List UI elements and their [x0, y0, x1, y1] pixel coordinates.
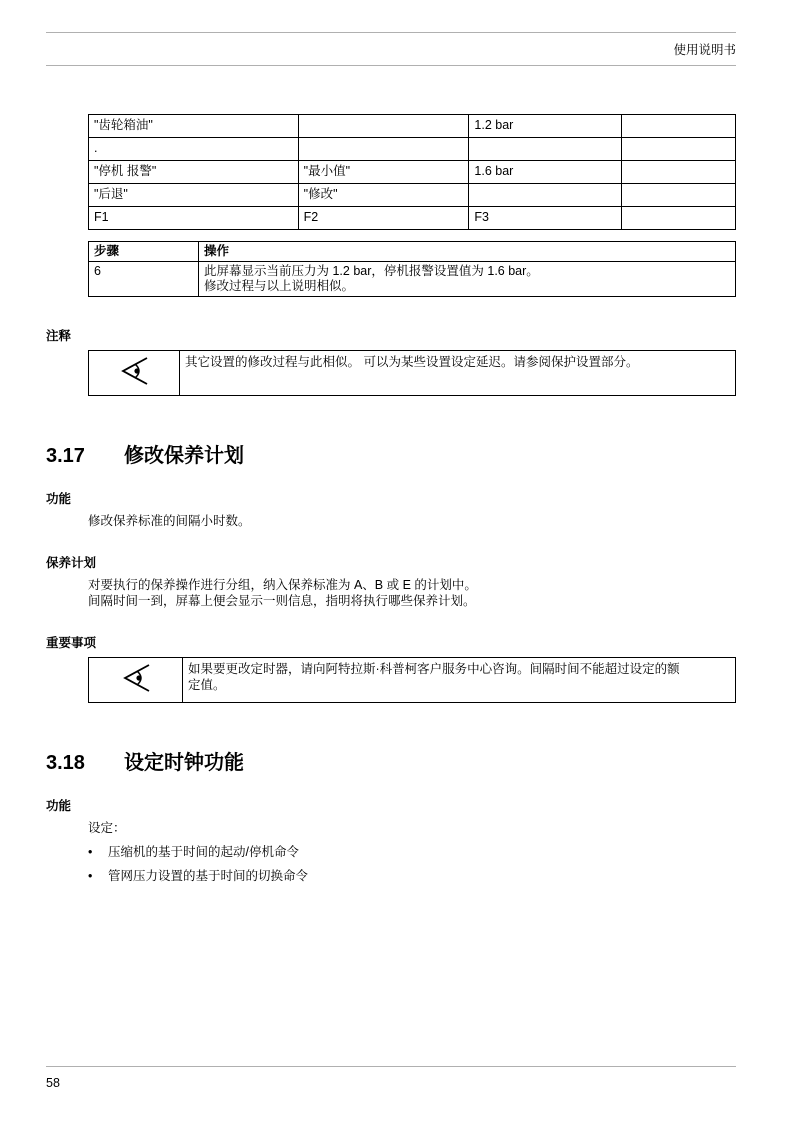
table-cell: "后退" — [89, 184, 299, 207]
table-cell — [298, 138, 469, 161]
section-heading — [46, 746, 244, 775]
table-row — [89, 658, 736, 703]
paragraph — [88, 577, 477, 609]
list-item — [88, 868, 308, 884]
table-cell — [622, 115, 736, 138]
subheading-function: 功能 — [46, 799, 72, 813]
table-cell: "齿轮箱油" — [89, 115, 299, 138]
section-heading — [46, 439, 244, 468]
section-number: 3.17 — [46, 445, 85, 467]
table-cell: "停机 报警" — [89, 161, 299, 184]
table-row — [89, 262, 736, 297]
screen-display-table — [88, 114, 736, 230]
table-cell: "修改" — [298, 184, 469, 207]
step-action-line: 此屏幕显示当前压力为 1.2 bar，停机报警设置值为 1.6 bar。 — [204, 264, 539, 278]
note-icon-cell — [89, 351, 180, 396]
section-title: 设定时钟功能 — [124, 752, 244, 774]
page-number: 58 — [46, 1076, 60, 1090]
header-top-rule — [46, 32, 736, 33]
section-number: 3.18 — [46, 752, 85, 774]
note-box — [88, 350, 736, 396]
column-header-step: 步骤 — [89, 242, 199, 262]
table-cell: F2 — [298, 207, 469, 230]
subheading-function: 功能 — [46, 492, 72, 506]
important-text-line: 如果要更改定时器，请向阿特拉斯·科普柯客户服务中心咨询。间隔时间不能超过设定的额 — [188, 662, 680, 676]
column-header-action: 操作 — [199, 242, 736, 262]
note-label: 注释 — [46, 329, 72, 343]
table-cell: "最小值" — [298, 161, 469, 184]
bullet-icon: • — [88, 869, 93, 883]
paragraph-line: 对要执行的保养操作进行分组，纳入保养标准为 A、B 或 E 的计划中。 — [88, 578, 477, 592]
table-cell — [622, 184, 736, 207]
paragraph: 修改保养标准的间隔小时数。 — [88, 514, 251, 528]
paragraph-line: 间隔时间一到，屏幕上便会显示一则信息，指明将执行哪些保养计划。 — [88, 594, 476, 608]
table-cell — [298, 115, 469, 138]
table-cell: . — [89, 138, 299, 161]
eye-icon — [117, 355, 151, 387]
table-row — [89, 138, 736, 161]
paragraph: 设定： — [88, 821, 126, 835]
table-row — [89, 207, 736, 230]
table-row — [89, 351, 736, 396]
step-action — [199, 262, 736, 297]
list-item — [88, 844, 308, 860]
list-item-text: 管网压力设置的基于时间的切换命令 — [108, 869, 309, 883]
table-cell — [622, 161, 736, 184]
table-cell: 1.6 bar — [469, 161, 622, 184]
steps-table — [88, 241, 736, 297]
note-text: 其它设置的修改过程与此相似。 可以为某些设置设定延迟。请参阅保护设置部分。 — [180, 351, 736, 396]
step-number: 6 — [89, 262, 199, 297]
important-text-line: 定值。 — [188, 678, 226, 692]
important-text — [183, 658, 736, 703]
table-cell: F1 — [89, 207, 299, 230]
table-cell — [622, 207, 736, 230]
table-cell: F3 — [469, 207, 622, 230]
table-cell: 1.2 bar — [469, 115, 622, 138]
eye-icon — [119, 662, 153, 694]
bullet-icon: • — [88, 845, 93, 859]
important-box — [88, 657, 736, 703]
table-cell — [622, 138, 736, 161]
header-bottom-rule — [46, 65, 736, 66]
section-title: 修改保养计划 — [124, 445, 244, 467]
table-row — [89, 161, 736, 184]
footer-rule — [46, 1066, 736, 1067]
important-icon-cell — [89, 658, 183, 703]
bullet-list — [88, 844, 308, 892]
table-row — [89, 115, 736, 138]
table-cell — [469, 138, 622, 161]
subheading-important: 重要事项 — [46, 636, 97, 650]
header-title: 使用说明书 — [673, 43, 736, 57]
step-action-line: 修改过程与以上说明相似。 — [204, 279, 355, 293]
table-header-row — [89, 242, 736, 262]
table-row — [89, 184, 736, 207]
table-cell — [469, 184, 622, 207]
subheading-maintenance-plan: 保养计划 — [46, 556, 97, 570]
list-item-text: 压缩机的基于时间的起动/停机命令 — [108, 845, 299, 859]
